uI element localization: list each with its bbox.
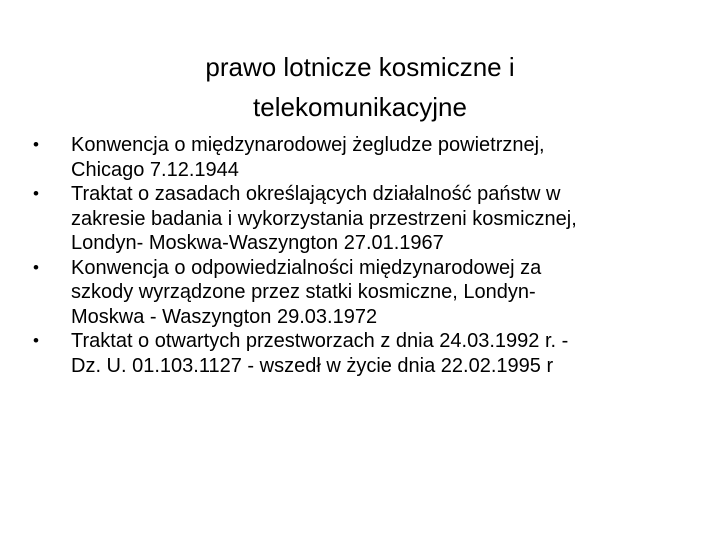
bullet-point-icon: • [33,184,39,203]
bullet-text-line: szkody wyrządzone przez statki kosmiczne, Londyn- [71,281,536,303]
bullet-list [30,133,690,378]
slide-title-line-1: prawo lotnicze kosmiczne i [205,52,515,83]
bullet-text-line: zakresie badania i wykorzystania przestrzeni kosmicznej, [71,207,577,230]
bullet-text-line: Konwencja o międzynarodowej żegludze powietrznej, [71,134,545,156]
bullet-item-liability-convention [30,256,690,330]
bullet-item-chicago-convention [30,133,690,182]
bullet-point-icon: • [33,331,39,350]
bullet-item-outer-space-treaty [30,182,690,256]
bullet-text-line: Moskwa - Waszyngton 29.03.1972 [71,305,378,328]
bullet-text-line: Londyn- Moskwa-Waszyngton 27.01.1967 [71,232,444,254]
bullet-text [71,182,690,256]
bullet-text-line: Traktat o otwartych przestworzach z dnia 24.03.1992 r. - [71,330,569,352]
bullet-text-line: Dz. U. 01.103.1127 - wszedł w życie dnia 22.02.1995 r [71,354,554,377]
bullet-text-line: Konwencja o odpowiedzialności międzynarodowej za [71,256,542,279]
slide-title-line-2: telekomunikacyjne [253,92,467,123]
bullet-text-line: Chicago 7.12.1944 [71,158,239,181]
bullet-item-open-skies-treaty [30,329,690,378]
bullet-text-line: Traktat o zasadach określających działalność państw w [71,183,561,205]
bullet-text [71,133,690,182]
slide-title [60,47,660,127]
bullet-point-icon: • [33,135,39,154]
bullet-text [71,256,690,330]
bullet-text [71,329,690,378]
bullet-point-icon: • [33,257,39,277]
